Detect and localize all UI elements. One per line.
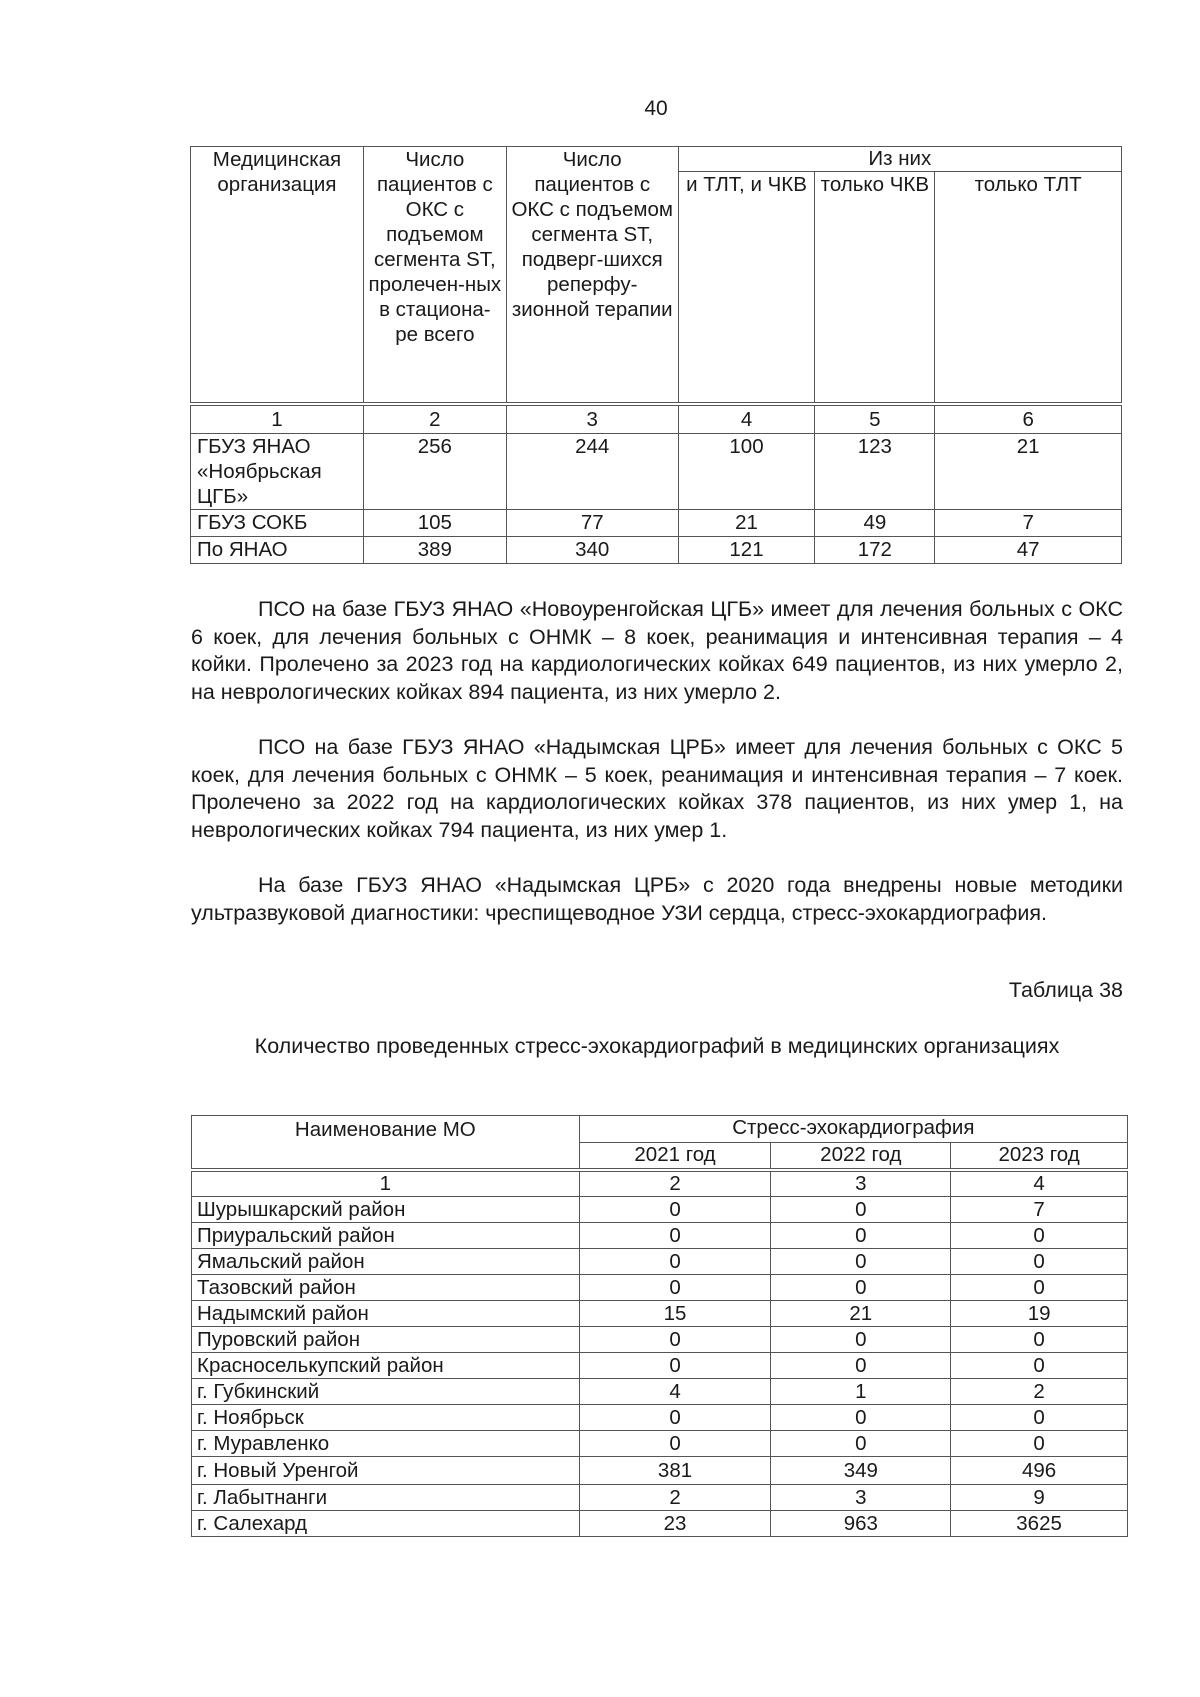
value-2021-cell: 4 [579, 1379, 771, 1405]
reperfusion-cell: 244 [506, 434, 678, 510]
value-2022-cell: 3 [771, 1485, 951, 1511]
value-2023-cell: 19 [951, 1301, 1128, 1327]
mo-name-cell: Надымский район [192, 1301, 580, 1327]
column-number: 3 [771, 1170, 951, 1197]
mo-name-cell: г. Лабытнанги [192, 1485, 580, 1511]
value-2022-cell: 0 [771, 1249, 951, 1275]
column-number: 1 [191, 404, 364, 434]
header-org: Медицинская организация [191, 147, 364, 405]
value-2022-cell: 0 [771, 1275, 951, 1301]
value-2021-cell: 0 [579, 1223, 771, 1249]
total-cell: 256 [363, 434, 506, 510]
header-year-2023: 2023 год [951, 1143, 1128, 1171]
column-number-row [192, 1170, 1128, 1197]
paragraph-novy-urengoy-pso: ПСО на базе ГБУЗ ЯНАО «Новоуренгойская ЦГБ» имеет для лечения больных с ОКС 6 коек, для лечения больных с ОНМК – 8 коек, реанимация и интенсивная терапия – 4 койки. Пролечено за 2023 год на кардиологических койках 649 пациентов, из них умерло 2, на неврологических койках 894 пациента, из них умерло 2. [191, 597, 1123, 704]
value-2023-cell: 0 [951, 1327, 1128, 1353]
mo-name-cell: Пуровский район [192, 1327, 580, 1353]
table-row [192, 1431, 1128, 1457]
value-2022-cell: 0 [771, 1327, 951, 1353]
paragraph-nadym-ultrasound: На базе ГБУЗ ЯНАО «Надымская ЦРБ» с 2020 года внедрены новые методики ультразвуковой диагностики: чреспищеводное УЗИ сердца, стресс-эхокардиография. [191, 873, 1123, 925]
pci-only-cell: 123 [815, 434, 935, 510]
value-2022-cell: 0 [771, 1197, 951, 1223]
value-2021-cell: 381 [579, 1457, 771, 1485]
tlt-pci-cell: 21 [678, 510, 815, 537]
tlt-only-cell: 47 [935, 537, 1122, 564]
value-2023-cell: 0 [951, 1249, 1128, 1275]
table-row [192, 1485, 1128, 1511]
pci-only-cell: 172 [815, 537, 935, 564]
value-2021-cell: 0 [579, 1405, 771, 1431]
org-cell: По ЯНАО [191, 537, 364, 564]
value-2021-cell: 0 [579, 1275, 771, 1301]
value-2022-cell: 963 [771, 1511, 951, 1537]
header-year-2022: 2022 год [771, 1143, 951, 1171]
value-2023-cell: 0 [951, 1223, 1128, 1249]
table-row [192, 1379, 1128, 1405]
header-tlt-only: только ТЛТ [935, 172, 1122, 405]
table-row [192, 1249, 1128, 1275]
table-row [192, 1275, 1128, 1301]
table-row [192, 1197, 1128, 1223]
acs-reperfusion-table [190, 146, 1122, 564]
value-2023-cell: 0 [951, 1405, 1128, 1431]
tlt-pci-cell: 100 [678, 434, 815, 510]
value-2021-cell: 0 [579, 1249, 771, 1275]
column-number: 6 [935, 404, 1122, 434]
value-2022-cell: 349 [771, 1457, 951, 1485]
column-number: 4 [678, 404, 815, 434]
header-tlt-and-pci: и ТЛТ, и ЧКВ [678, 172, 815, 405]
column-number: 2 [579, 1170, 771, 1197]
table-row [192, 1457, 1128, 1485]
header-pci-only: только ЧКВ [815, 172, 935, 405]
table-row [191, 510, 1122, 537]
value-2022-cell: 21 [771, 1301, 951, 1327]
header-group-of-them: Из них [678, 147, 1121, 172]
table-row [192, 1223, 1128, 1249]
value-2022-cell: 0 [771, 1353, 951, 1379]
table-row [192, 1327, 1128, 1353]
tlt-only-cell: 21 [935, 434, 1122, 510]
value-2021-cell: 23 [579, 1511, 771, 1537]
org-cell: ГБУЗ ЯНАО «Ноябрьская ЦГБ» [191, 434, 364, 510]
pci-only-cell: 49 [815, 510, 935, 537]
table-row [192, 1405, 1128, 1431]
column-number-row [191, 404, 1122, 434]
header-stress-echo-group: Стресс-эхокардиография [579, 1116, 1127, 1143]
mo-name-cell: г. Губкинский [192, 1379, 580, 1405]
table-row [191, 434, 1122, 510]
value-2022-cell: 0 [771, 1431, 951, 1457]
mo-name-cell: г. Новый Уренгой [192, 1457, 580, 1485]
value-2022-cell: 0 [771, 1223, 951, 1249]
value-2021-cell: 0 [579, 1353, 771, 1379]
value-2023-cell: 0 [951, 1353, 1128, 1379]
tlt-only-cell: 7 [935, 510, 1122, 537]
value-2021-cell: 0 [579, 1197, 771, 1223]
mo-name-cell: Тазовский район [192, 1275, 580, 1301]
table-row-total [191, 537, 1122, 564]
mo-name-cell: Красноселькупский район [192, 1353, 580, 1379]
value-2021-cell: 15 [579, 1301, 771, 1327]
mo-name-cell: г. Ноябрьск [192, 1405, 580, 1431]
value-2023-cell: 0 [951, 1431, 1128, 1457]
paragraph-nadym-pso: ПСО на базе ГБУЗ ЯНАО «Надымская ЦРБ» имеет для лечения больных с ОКС 5 коек, для лечения больных с ОНМК – 5 коек, реанимация и интенсивная терапия – 7 коек. Пролечено за 2022 год на кардиологических койках 378 пациентов, из них умер 1, на неврологических койках 794 пациента, из них умер 1. [191, 735, 1123, 842]
org-cell: ГБУЗ СОКБ [191, 510, 364, 537]
value-2021-cell: 2 [579, 1485, 771, 1511]
table-caption: Количество проведенных стресс-эхокардиографий в медицинских организациях [254, 1034, 1060, 1058]
mo-name-cell: Приуральский район [192, 1223, 580, 1249]
reperfusion-cell: 340 [506, 537, 678, 564]
header-reperfusion: Число пациентов с ОКС с подъемом сегмента ST, подверг-шихся реперфу-зионной терапии [506, 147, 678, 405]
value-2023-cell: 496 [951, 1457, 1128, 1485]
column-number: 3 [506, 404, 678, 434]
value-2023-cell: 2 [951, 1379, 1128, 1405]
total-cell: 389 [363, 537, 506, 564]
total-cell: 105 [363, 510, 506, 537]
value-2023-cell: 9 [951, 1485, 1128, 1511]
column-number: 2 [363, 404, 506, 434]
value-2023-cell: 3625 [951, 1511, 1128, 1537]
reperfusion-cell: 77 [506, 510, 678, 537]
value-2021-cell: 0 [579, 1327, 771, 1353]
table-row [192, 1353, 1128, 1379]
column-number: 4 [951, 1170, 1128, 1197]
mo-name-cell: г. Муравленко [192, 1431, 580, 1457]
table-row [192, 1301, 1128, 1327]
mo-name-cell: Ямальский район [192, 1249, 580, 1275]
header-year-2021: 2021 год [579, 1143, 771, 1171]
table-number-label: Таблица 38 [1008, 978, 1123, 1002]
page-number: 40 [644, 97, 668, 120]
value-2021-cell: 0 [579, 1431, 771, 1457]
mo-name-cell: г. Салехард [192, 1511, 580, 1537]
column-number: 1 [192, 1170, 580, 1197]
column-number: 5 [815, 404, 935, 434]
value-2022-cell: 0 [771, 1405, 951, 1431]
stress-echo-table [191, 1115, 1128, 1537]
value-2022-cell: 1 [771, 1379, 951, 1405]
tlt-pci-cell: 121 [678, 537, 815, 564]
mo-name-cell: Шурышкарский район [192, 1197, 580, 1223]
value-2023-cell: 7 [951, 1197, 1128, 1223]
header-total: Число пациентов с ОКС с подъемом сегмента ST, пролечен-ных в стациона-ре всего [363, 147, 506, 405]
header-mo-name: Наименование МО [192, 1116, 580, 1171]
table-row [192, 1511, 1128, 1537]
value-2023-cell: 0 [951, 1275, 1128, 1301]
